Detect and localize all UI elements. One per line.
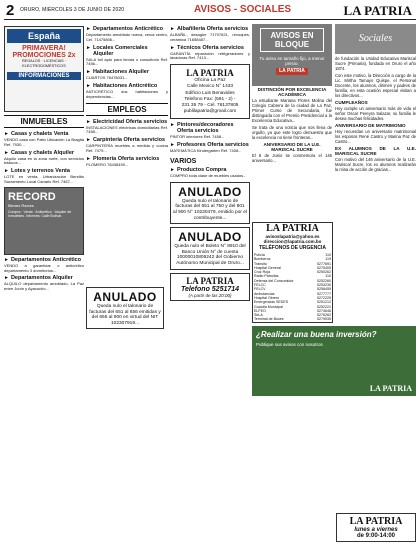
- bullet-icon: ►: [4, 149, 9, 156]
- la-patria-office-ad: [170, 64, 250, 119]
- directory-row: [253, 317, 332, 321]
- bullet-icon: ►: [4, 256, 9, 263]
- directory-number: 5276262: [317, 313, 331, 318]
- lp-hours-days: lunes a viernes: [354, 527, 398, 533]
- bullet-icon: ►: [86, 82, 91, 89]
- directory-title: LA PATRIA: [266, 223, 319, 234]
- lp-office-line: Oficina La Paz: [194, 78, 226, 84]
- lp-office-line: Calle Mexico N° 1433: [186, 84, 234, 90]
- directory-number: 5272225: [317, 295, 331, 300]
- section-banner-inmuebles: INMUEBLES: [4, 115, 84, 128]
- bullet-icon: ►: [170, 142, 175, 149]
- ad-record: [4, 187, 84, 255]
- directory-label: Hospital General: [254, 265, 281, 270]
- category-heading: ► Productos Compra: [170, 167, 227, 173]
- category-heading: ► Carpintería Oferta servicios: [86, 137, 166, 144]
- article-heading: ANIVERSARIO DE MATRIMONIO: [335, 123, 406, 128]
- ad-inversion: [252, 326, 416, 396]
- directory-number: 5277691: [317, 261, 331, 266]
- emergency-directory: [252, 222, 333, 323]
- la-patria-hours-ad: [336, 513, 416, 542]
- masthead-logo: LA PATRIA: [343, 3, 412, 18]
- article-paragraph: El 6 de Junio se conmemora el 146 aniversario...: [252, 153, 332, 163]
- column-1: [4, 24, 84, 542]
- classified-ad: CUARTOS 76478031...: [86, 75, 128, 81]
- ad-record-subtitle: Bienes Raíces: [8, 202, 34, 208]
- category-heading: ► Habitaciones Alquiler: [86, 69, 149, 76]
- lp-phone-number: Telefono 5251714: [180, 285, 240, 293]
- column-4-sociales: [252, 24, 416, 542]
- article-paragraph: Con este motivo, la Dirección a cargo de la Lic. Mirtha Tamayo Quispe, el Personal Docente, los alumnos, dirimen y padres de familia, en esta ocasión especial visitan a los directivos...: [335, 73, 416, 98]
- classified-ad: ALQUILO departamento amoblado, La Paz entre Junín y Ayacucho...: [4, 281, 84, 292]
- article-paragraph: Hoy recuerdan un aniversario matrimonial los esposos René Castro y Marina Paz de Castro...: [335, 129, 416, 144]
- category-heading: ► Casas y chalets Alquiler: [4, 149, 75, 156]
- ad-avisos-cta: LA PATRIA: [276, 68, 308, 75]
- bullet-icon: ►: [86, 44, 91, 51]
- category-heading: ► Electricidad Oferta servicios: [86, 118, 168, 125]
- lp-office-line: publilapatria@gmail.com: [183, 109, 237, 115]
- directory-label: Radio Patrullas: [254, 274, 279, 279]
- column-2-lower: [86, 284, 164, 332]
- directory-heading: TELÉFONOS DE URGENCIA: [259, 245, 326, 251]
- sociales-top: [252, 24, 416, 219]
- ad-avisos-en-bloque: [252, 24, 332, 86]
- ad-inversion-brand: LA PATRIA: [369, 383, 412, 393]
- column-3: [170, 24, 250, 542]
- classified-ad: Departamento amoblado nueva, cerca centro, Cel. 71475806...: [86, 32, 168, 42]
- directory-number: 5252222: [317, 304, 331, 309]
- directory-label: Policía: [254, 253, 265, 257]
- bullet-icon: ►: [86, 118, 91, 125]
- anulado-body: Queda nulo el talonario de facturas del 651 al 750 y del 801 al 900 N° 10230479, emitido por el contribuyente...: [173, 198, 247, 221]
- classified-ad: GARANTÍA reparación refrigeradores y lavadoras Ref. 7413...: [170, 50, 250, 61]
- directory-label: Ambulancias: [254, 291, 275, 296]
- classified-ad: CARPINTERÍA muebles a medida y cocina Ref. 7479...: [86, 143, 168, 153]
- directory-label: Terminal de Buses: [254, 317, 284, 322]
- anulado-title: ANULADO: [93, 290, 157, 304]
- article-title: DISTINCIÓN POR EXCELENCIA ACADÉMICA: [257, 87, 327, 97]
- article-heading: CUMPLEAÑOS: [335, 100, 368, 105]
- lp-office-line: 231 35 79 - Cel. 76137805: [181, 103, 239, 108]
- article-paragraph: Con motivo del 146 aniversario de la U.E. Mariscal Sucre, los ex alumnos realizarán la misa de acción de gracias...: [335, 157, 416, 172]
- anulado-notice-col2: [86, 287, 164, 329]
- directory-email-2: direccion@lapatria.com.bo: [263, 239, 322, 244]
- article-paragraph: Hoy cumple un aniversario más de vida el señor Oscar Pereyra Salazar, su familia le desea muchas felicidades.: [335, 106, 416, 121]
- bullet-icon: ►: [170, 167, 175, 173]
- anulado-notice: [170, 182, 250, 224]
- classified-ad: COMPRO toda clase de muebles usados...: [170, 173, 247, 178]
- page-number: 2: [6, 2, 15, 19]
- directory-number: 5253230: [317, 283, 331, 288]
- ad-avisos-title: AVISOS EN BLOQUE: [260, 28, 324, 52]
- classified-ad: SALA full apto para tienda o consultorio Ref. 7456...: [86, 56, 168, 67]
- ad-avisos-sub: Tu aviso en tamaño fijo, a menor precio.: [259, 56, 325, 66]
- directory-label: FELCC: [254, 283, 266, 288]
- directory-number: 110: [325, 253, 331, 257]
- article-paragraph: de fundación la Unidad Educativa Mariscal Sucre (Primaria), fundada en Oruro el año 1874.: [335, 56, 416, 71]
- directory-email: avisoslapatria@yahoo.es: [265, 234, 320, 239]
- category-heading: ► Locales Comerciales Alquiler: [86, 44, 148, 57]
- lp-office-name: LA PATRIA: [186, 68, 234, 79]
- category-heading: ► Departamentos Anticrético: [4, 256, 82, 263]
- classified-ad: MATEMÁTICA Kindergarten Ref. 7406...: [170, 148, 242, 154]
- classified-ad: VENDO a garantizar o anticrético departamento 3 dormitorios...: [4, 262, 84, 273]
- page-header: [4, 2, 416, 20]
- la-patria-phone-ad: [170, 273, 250, 301]
- edition-date: ORURO, MIÉRCOLES 3 DE JUNIO DE 2020: [20, 7, 125, 13]
- directory-label: FELCV: [254, 287, 266, 292]
- directory-number: 5258455: [317, 287, 331, 292]
- classified-ad: INSTALACIONES eléctricas domiciliarias Ref. 7458...: [86, 124, 168, 135]
- directory-table: [253, 253, 332, 322]
- category-heading: ► Pintores/decoradores Oferta servicios: [170, 122, 234, 135]
- section-banner-empleos: EMPLEOS: [86, 103, 168, 116]
- classified-ad: Alquilo casa en la zona norte, con servicios básicos...: [4, 155, 84, 166]
- article-paragraph: Se trata de una noticia que nos llena de orgullo, ya que este logro demuestra que la excelencia no tiene fronteras...: [252, 125, 332, 140]
- directory-number: 5252260: [317, 278, 331, 283]
- directory-number: 5250262: [317, 270, 331, 275]
- article-heading: EX ALUMNOS DE LA U.E. MARISCAL SUCRE: [335, 146, 416, 156]
- ad-record-note: Compra · Venta · Anticrético · Alquiler de inmuebles. Informes: Calle Bolívar.: [8, 209, 72, 219]
- directory-label: SeLA: [254, 313, 263, 318]
- directory-label: Bomberos: [254, 257, 271, 262]
- anulado-title: ANULADO: [178, 184, 242, 199]
- lp-phone-hours: (A partir de las 20:00): [188, 292, 232, 298]
- directory-number: 5277777: [317, 291, 331, 296]
- classified-ad: PLOMERO 78438490...: [86, 161, 129, 167]
- bullet-icon: ►: [86, 69, 91, 76]
- lp-office-line: Telefono Fax: (591 - 2) -: [184, 96, 236, 102]
- ad-inversion-sub: Publique sus avisos con nosotros: [256, 341, 323, 347]
- anulado-title: ANULADO: [178, 230, 242, 245]
- category-heading: ► Plomería Oferta servicios: [86, 155, 160, 162]
- directory-label: Cruz Roja: [254, 270, 270, 275]
- directory-number: 5279535: [317, 317, 331, 322]
- directory-number: 5274646: [317, 308, 331, 313]
- ad-inversion-question: ¿Realizar una buena inversión?: [256, 329, 377, 339]
- directory-label: Tránsito: [254, 261, 267, 266]
- varios-heading: VARIOS: [170, 158, 197, 165]
- classified-ad: ANTICRÉTICO dos habitaciones y dependencias...: [86, 88, 168, 99]
- anulado-body: Queda nulo el talonario de facturas del 651 al 656 emitidas y del 655 al 900 en virtud del NIT 102307919...: [89, 304, 161, 326]
- ad-record-title: RECORD: [8, 190, 56, 203]
- directory-number: 119: [325, 257, 331, 262]
- classified-ad: VENDO casa con Patio Ubicación La Bragita Ref. 7930...: [4, 137, 84, 147]
- category-heading: ► Habitaciones Anticrético: [86, 82, 158, 89]
- lp-hours-name: LA PATRIA: [349, 516, 403, 527]
- article-paragraph: La estudiante Mariana Flores Molina del Colegio Cabrera de la ciudad de La Paz, Primer Curso de Secundaria, fue distinguida con el Premio Presidencial a la Excelencia Educativa...: [252, 98, 332, 123]
- bullet-icon: ►: [4, 168, 9, 175]
- bullet-icon: ►: [170, 44, 175, 51]
- directory-label: Hospital Obrero: [254, 295, 280, 300]
- category-heading: ► Profesores Oferta servicios: [170, 142, 249, 149]
- bullet-icon: ►: [4, 131, 9, 137]
- category-heading: ► Casas y chalets Venta: [4, 131, 69, 137]
- classified-ad: PINTOR interiores Ref. 7458...: [170, 134, 225, 140]
- category-heading: ► Albañilería Oferta servicios: [170, 26, 249, 32]
- lp-hours-time: de 9:00-14:00: [356, 533, 396, 539]
- ad-espana-info: INFORMACIONES: [7, 72, 81, 80]
- ad-espana: [4, 26, 84, 112]
- ad-espana-badge: PRIMAVERA! PROMOCIONES 2x: [12, 45, 76, 59]
- classified-ad: LOTE en venta, Urbanización Bendito Sacramento Local Canario Ref. 7467...: [4, 174, 84, 184]
- ad-espana-small: REGALOS · LICENCIAS · ELECTRODOMÉSTICOS: [21, 59, 67, 68]
- social-article-2: [335, 24, 416, 219]
- directory-number: 5251212: [317, 300, 331, 305]
- anulado-body: Queda nulo el Boleto N° 8910 del Banco Unión N° de cuenta 10000010806242 del Gobierno Autónomo Municipal de Oruro...: [174, 244, 246, 266]
- directory-label: Guardia Municipal: [254, 304, 283, 309]
- sociales-banner-image: Sociales: [335, 24, 416, 54]
- anulado-notice-2: [170, 227, 250, 269]
- lp-office-line: Edificio Luis Benavides: [185, 90, 235, 96]
- classified-ad: ALBAÑIL, desagüe 71797621, revoques, cerámica 71658487...: [170, 32, 250, 42]
- social-article-1: [252, 24, 332, 219]
- category-heading: ► Departamentos Alquiler: [4, 275, 73, 282]
- directory-label: Defensa del Consumidor: [254, 278, 294, 283]
- bullet-icon: ►: [86, 155, 91, 162]
- ad-espana-brand: España: [7, 29, 81, 43]
- section-title: AVISOS - SOCIALES: [194, 4, 292, 15]
- column-2: [86, 24, 168, 542]
- lp-phone-name: LA PATRIA: [186, 275, 234, 286]
- directory-number: 110: [325, 274, 331, 279]
- bullet-icon: ►: [4, 275, 9, 282]
- bullet-icon: ►: [86, 26, 91, 32]
- category-heading: ► Lotes y terrenos Venta: [4, 168, 70, 175]
- directory-number: 5275405: [317, 265, 331, 270]
- category-heading: ► Técnicos Oferta servicios: [170, 44, 244, 51]
- bullet-icon: ►: [86, 137, 91, 144]
- bullet-icon: ►: [170, 122, 175, 129]
- category-heading: ► Departamentos Anticrético: [86, 26, 164, 32]
- article-title: ANIVERSARIO DE LA U.E. MARISCAL SUCRE: [263, 142, 321, 152]
- directory-label: Emergencias SEDES: [254, 300, 289, 305]
- directory-label: ELFEO: [254, 308, 266, 313]
- bullet-icon: ►: [170, 26, 175, 32]
